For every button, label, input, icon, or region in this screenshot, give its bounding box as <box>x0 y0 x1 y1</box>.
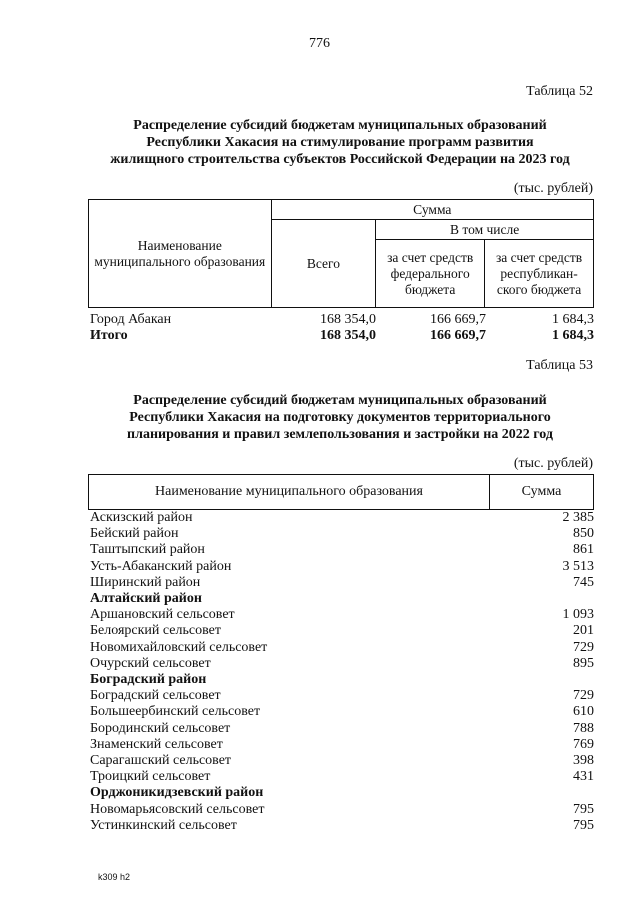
row-name: Новомарьясовский сельсовет <box>90 801 265 817</box>
table-row <box>90 802 594 818</box>
row-name: Итого <box>90 328 128 343</box>
row-name: Усть-Абаканский район <box>90 558 232 574</box>
row-republic: 1 684,3 <box>552 312 594 327</box>
table-53-title-line: Распределение субсидий бюджетам муниципальных образований <box>133 393 547 408</box>
table-row <box>90 704 594 720</box>
table-row <box>90 559 594 575</box>
table-52-label: Таблица 52 <box>526 84 593 99</box>
table-53-header <box>88 474 594 510</box>
table-row <box>90 312 594 328</box>
row-federal: 166 669,7 <box>430 328 486 343</box>
row-value: 431 <box>573 769 594 785</box>
table-row <box>90 753 594 769</box>
table-52-title-line: Республики Хакасия на стимулирование программ развития <box>146 135 534 150</box>
page-number: 776 <box>309 36 330 51</box>
row-value: 1 093 <box>562 607 594 623</box>
header-total: Всего <box>271 220 376 308</box>
row-name: Очурский сельсовет <box>90 655 211 671</box>
header-federal: за счет средств федерального бюджета <box>376 240 485 308</box>
row-value: 795 <box>573 801 594 817</box>
row-value: 850 <box>573 526 594 542</box>
row-name: Орджоникидзевский район <box>90 785 264 801</box>
header-republic: за счет средств республикан-ского бюджета <box>485 240 594 308</box>
row-name: Бейский район <box>90 526 179 542</box>
row-value: 3 513 <box>562 558 594 574</box>
row-name: Белоярский сельсовет <box>90 623 221 639</box>
row-name: Таштыпский район <box>90 542 205 558</box>
row-name: Боградский район <box>90 672 207 687</box>
table-row <box>90 542 594 558</box>
row-name: Сарагашский сельсовет <box>90 753 232 768</box>
header-name: Наименование муниципального образования <box>89 200 272 308</box>
row-value: 729 <box>573 639 594 655</box>
table-row <box>90 818 594 834</box>
table-row <box>90 575 594 591</box>
table-row <box>90 721 594 737</box>
row-value: 861 <box>573 542 594 558</box>
table-53-title-line: Республики Хакасия на подготовку документов территориального <box>129 410 551 425</box>
row-value: 795 <box>573 817 594 833</box>
table-53-title <box>80 392 600 443</box>
row-name: Большеербинский сельсовет <box>90 704 261 720</box>
table-53-units: (тыс. рублей) <box>513 456 593 471</box>
table-52-units: (тыс. рублей) <box>513 181 593 196</box>
table-53-label: Таблица 53 <box>526 358 593 373</box>
header-sum: Сумма <box>271 200 593 220</box>
row-value: 398 <box>573 753 594 768</box>
header-name: Наименование муниципального образования <box>89 475 490 510</box>
table-row-total <box>90 328 594 344</box>
table-row <box>90 737 594 753</box>
row-name: Ширинский район <box>90 574 201 590</box>
row-name: Бородинский сельсовет <box>90 720 231 736</box>
table-row <box>90 607 594 623</box>
table-row <box>90 526 594 542</box>
header-sum: Сумма <box>490 475 594 510</box>
table-group-row <box>90 785 594 801</box>
row-value: 2 385 <box>562 510 594 525</box>
table-52-header <box>88 199 594 308</box>
row-value: 745 <box>573 574 594 590</box>
row-total: 168 354,0 <box>320 312 376 327</box>
row-name: Боградский сельсовет <box>90 688 221 704</box>
row-name: Устинкинский сельсовет <box>90 817 237 833</box>
row-name: Троицкий сельсовет <box>90 769 211 785</box>
row-value: 769 <box>573 736 594 752</box>
table-52-title-line: Распределение субсидий бюджетам муниципальных образований <box>133 118 547 133</box>
table-52-title <box>80 117 600 168</box>
table-row <box>90 623 594 639</box>
table-row <box>90 656 594 672</box>
row-total: 168 354,0 <box>320 328 376 343</box>
footer-code: k309 h2 <box>98 872 131 882</box>
row-republic: 1 684,3 <box>552 328 594 343</box>
table-row <box>90 688 594 704</box>
table-row <box>90 640 594 656</box>
table-52-title-line: жилищного строительства субъектов Российской Федерации на 2023 год <box>110 152 570 167</box>
row-value: 610 <box>573 704 594 720</box>
table-row <box>90 769 594 785</box>
row-name: Аскизский район <box>90 510 193 525</box>
row-name: Аршановский сельсовет <box>90 607 235 623</box>
row-value: 201 <box>573 623 594 639</box>
header-including: В том числе <box>376 220 594 240</box>
table-group-row <box>90 591 594 607</box>
row-federal: 166 669,7 <box>430 312 486 327</box>
row-value: 895 <box>573 655 594 671</box>
row-name: Алтайский район <box>90 591 202 606</box>
table-row <box>90 510 594 526</box>
row-name: Город Абакан <box>90 312 172 327</box>
table-group-row <box>90 672 594 688</box>
table-53-title-line: планирования и правил землепользования и застройки на 2022 год <box>127 427 553 442</box>
row-name: Знаменский сельсовет <box>90 736 223 752</box>
row-value: 729 <box>573 688 594 704</box>
row-name: Новомихайловский сельсовет <box>90 639 268 655</box>
row-value: 788 <box>573 720 594 736</box>
